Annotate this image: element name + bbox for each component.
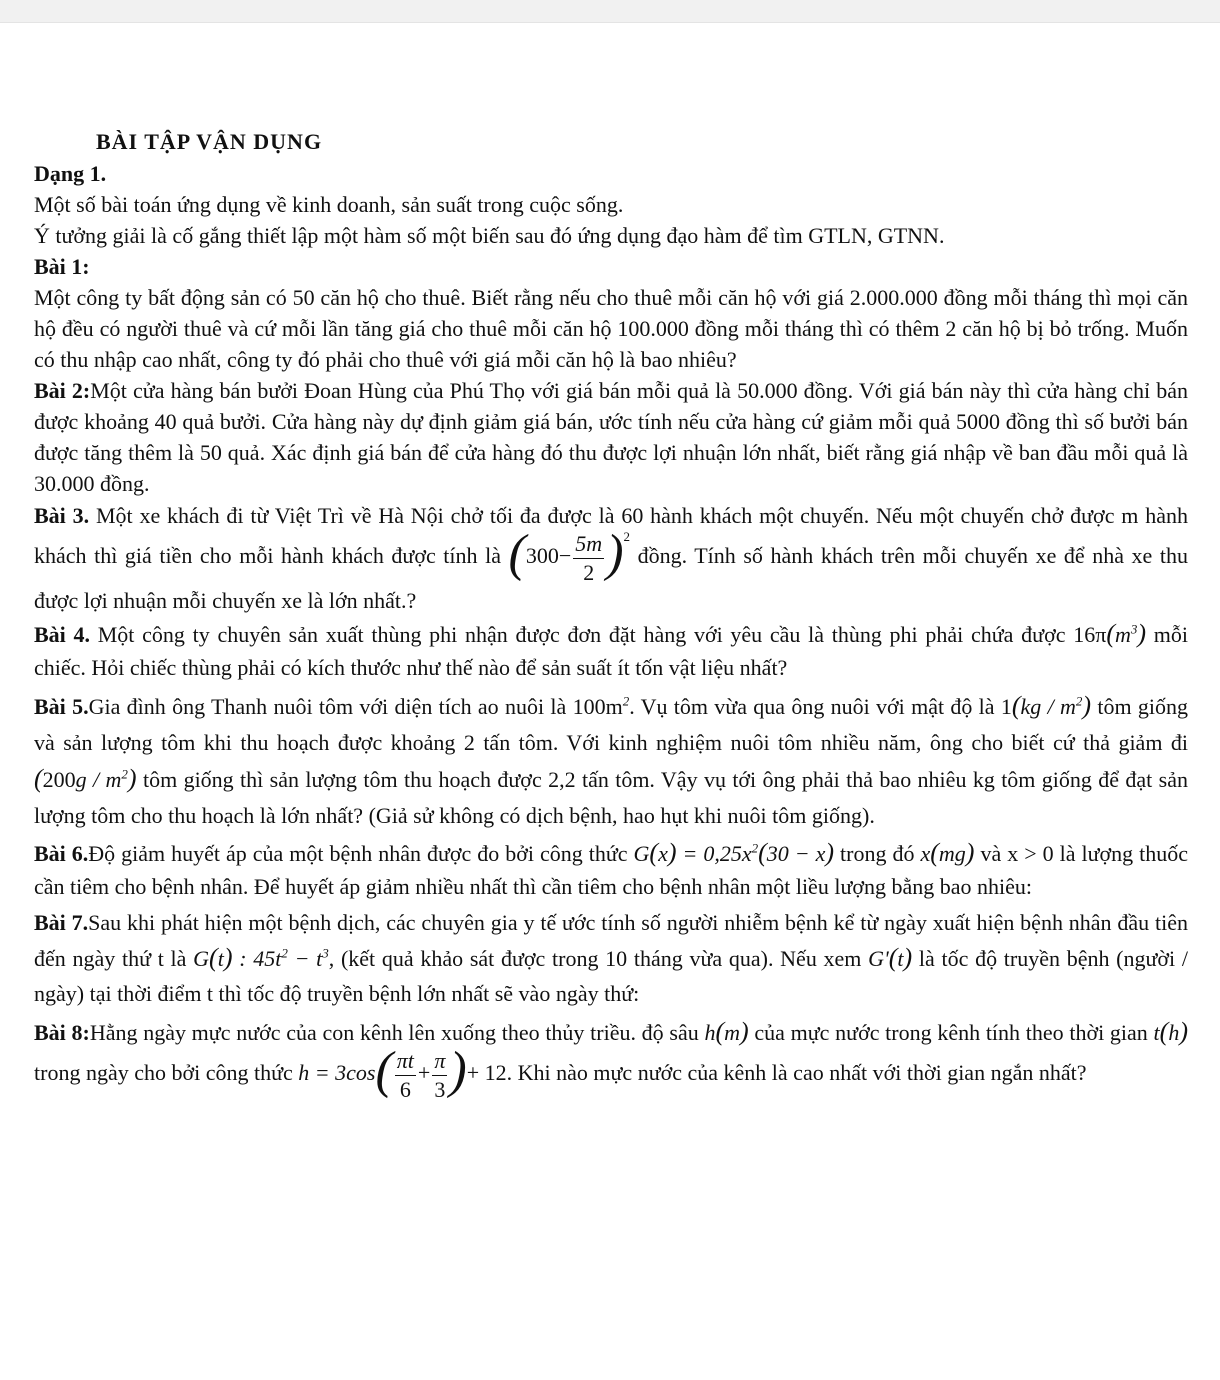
exercise-6-label: Bài 6.	[34, 841, 89, 866]
paren-open-3: (	[930, 838, 939, 867]
density-unit: kg / m	[1020, 694, 1076, 719]
exercise-8-formula	[298, 1042, 507, 1102]
exercise-7-formula	[193, 943, 329, 972]
exercise-6	[34, 836, 1188, 903]
top-strip	[0, 0, 1220, 22]
exercise-3-text-a: Một xe khách đi từ Việt Trì về Hà Nội chở tối đa được là 60 hành khách một chuyến. Nếu một chuyến chở được m hành khách thì giá tiền cho mỗi hành khách được tính là	[34, 503, 1188, 569]
exercise-6-text-c: và	[974, 841, 1008, 866]
paren-open: (	[715, 1017, 725, 1046]
exercise-7	[34, 905, 1188, 1011]
reduce-exponent: 2	[121, 766, 128, 782]
var-hour: h	[1168, 1020, 1180, 1045]
exercise-5-density	[1000, 691, 1092, 720]
exercise-2-label: Bài 2:	[34, 378, 91, 403]
formula-x: x	[658, 841, 668, 866]
fraction-2-denominator: 3	[434, 1076, 446, 1102]
paren-open: (	[1106, 619, 1115, 648]
paren-close: )	[223, 943, 233, 972]
exercise-5-label: Bài 5.	[34, 694, 89, 719]
exercise-5-reduce	[34, 764, 137, 793]
exercise-3-text-b: đồng. Tính số hành khách trên mỗi chuyến xe để nhà xe thu được lợi nhuận mỗi chuyến xe là lớn nhất.?	[34, 543, 1188, 613]
formula-300: 300	[525, 543, 559, 569]
paren-close-3: )	[965, 838, 975, 867]
exercise-8-time	[1153, 1017, 1188, 1046]
exercise-8-text-d: . Khi nào mực nước của kênh là cao nhất với thời gian ngắn nhất?	[506, 1060, 1087, 1086]
formula-exponent: 2	[751, 840, 759, 856]
exercise-5-text-b: . Vụ tôm vừa qua ông nuôi với mật độ là	[629, 694, 1001, 719]
exercise-6-text-d: là lượng thuốc cần tiêm cho bệnh nhân. Để huyết áp giảm nhiều nhất thì cần tiêm cho bệnh nhân một liều lượng bằng bao nhiêu:	[34, 841, 1188, 899]
exercise-5-area	[573, 694, 630, 719]
exercise-4-text-a: Một công ty chuyên sản xuất thùng phi nhận được đơn đặt hàng với yêu cầu là thùng phi phải chứa được	[90, 622, 1074, 647]
top-strip-divider	[0, 22, 1220, 23]
exercise-1-text: Một công ty bất động sản có 50 căn hộ cho thuê. Biết rằng nếu cho thuê mỗi căn hộ với giá 2.000.000 đồng mỗi tháng thì mọi căn hộ đều có người thuê và cứ mỗi lần tăng giá cho thuê mỗi căn hộ 100.000 đồng mỗi tháng thì có thêm 2 căn hộ bị bỏ trống. Muốn có thu nhập cao nhất, công ty đó phải cho thuê với giá mỗi căn hộ là bao nhiêu?	[34, 285, 1188, 372]
formula-minus: − t	[287, 946, 323, 971]
formula-exponent-1: 2	[281, 945, 288, 961]
exercise-8-text-c: trong ngày cho bởi công thức	[34, 1060, 299, 1086]
formula-volume: 16π	[1073, 622, 1107, 647]
formula-tail: + 12	[466, 1060, 507, 1086]
paren-close-2: )	[1179, 1017, 1188, 1046]
fraction-1	[395, 1047, 416, 1102]
formula-rest: 30 − x	[766, 841, 826, 866]
derivative-t: t	[897, 946, 904, 971]
density-exponent: 2	[1075, 693, 1083, 709]
derivative-g: G'	[868, 946, 889, 971]
big-paren-open: (	[375, 1042, 393, 1099]
exercise-7-text-b: , (kết quả khảo sát được trong 10 tháng vừa qua). Nếu xem	[328, 946, 869, 971]
exercise-1-label: Bài 1:	[34, 254, 90, 279]
paren-open-2: (	[888, 943, 898, 972]
formula-body: : 45t	[232, 946, 282, 971]
fraction-1-denominator: 6	[399, 1076, 411, 1102]
exercise-4-label: Bài 4.	[34, 622, 91, 647]
exercise-7-label: Bài 7.	[34, 910, 89, 935]
exercise-7-text-c: là tốc độ truyền bệnh (người / ngày) tại thời điểm t thì tốc độ truyền bệnh lớn nhất sẽ vào ngày thứ:	[34, 946, 1188, 1006]
fraction-2-numerator: π	[432, 1050, 447, 1076]
exercise-8	[34, 1015, 1188, 1101]
formula-lhs: h = 3cos	[298, 1060, 376, 1086]
big-paren-close: )	[449, 1042, 467, 1099]
exercise-3	[34, 499, 1188, 617]
fraction-1-numerator: πt	[395, 1050, 416, 1076]
formula-g: G	[193, 946, 210, 971]
density-value: 1	[1000, 694, 1012, 719]
exercise-5	[34, 688, 1188, 834]
exercise-4-formula	[1073, 619, 1147, 648]
paren-close: )	[667, 838, 677, 867]
formula-eq: = 0,25x	[676, 841, 752, 866]
unit-exponent: 3	[1130, 621, 1138, 637]
exercise-8-text-b: của mực nước trong kênh tính theo thời gian	[748, 1020, 1154, 1045]
exercise-2-text: Một cửa hàng bán bưởi Đoan Hùng của Phú Thọ với giá bán mỗi quả là 50.000 đồng. Với giá bán này thì cửa hàng chỉ bán được khoảng 40 quả bưởi. Cửa hàng này dự định giảm giá bán, ước tính nếu cửa hàng cứ giảm mỗi quả 5000 đồng thì số bưởi bán được tăng thêm là 50 quả. Xác định giá bán để cửa hàng đó thu được lợi nhuận lớn nhất, biết rằng giá nhập về ban đầu mỗi quả là 30.000 đồng.	[34, 378, 1188, 496]
exercise-7-derivative	[868, 943, 913, 972]
exercise-5-text-c: tôm giống và sản lượng tôm khi thu hoạch được khoảng 2 tấn tôm. Với kinh nghiệm nuôi tôm nhiều năm, ông cho biết cứ thả giảm đi	[34, 694, 1189, 755]
exercise-3-label: Bài 3.	[34, 503, 90, 528]
section-intro-line-2: Ý tưởng giải là cố gắng thiết lập một hàm số một biến sau đó ứng dụng đạo hàm để tìm GTLN, GTNN.	[34, 223, 945, 248]
page-title: BÀI TẬP VẬN DỤNG	[96, 129, 323, 154]
exercise-8-depth	[704, 1017, 749, 1046]
section-heading: Dạng 1.	[34, 161, 107, 186]
paren-close-2: )	[825, 838, 835, 867]
exercise-6-formula	[633, 838, 835, 867]
var-h: h	[704, 1020, 716, 1045]
fraction-2	[432, 1047, 447, 1102]
paren-open: (	[1011, 691, 1021, 720]
exercise-2	[34, 375, 1188, 499]
fraction-denominator: 2	[583, 559, 595, 585]
var-m: m	[724, 1020, 740, 1045]
var-t: t	[1153, 1020, 1160, 1045]
paren-open-2: (	[1159, 1017, 1169, 1046]
paren-open: (	[649, 838, 659, 867]
formula-plus: +	[417, 1060, 431, 1086]
area-exponent: 2	[622, 693, 630, 709]
exercise-3-formula	[508, 525, 631, 585]
formula-exponent: 2	[623, 528, 631, 544]
exercise-6-text-a: Độ giảm huyết áp của một bệnh nhân được đo bởi công thức	[88, 841, 634, 866]
paren-close: )	[127, 764, 137, 793]
reduce-value: 200	[42, 767, 76, 792]
paren-close-2: )	[903, 943, 913, 972]
var-unit: mg	[938, 841, 966, 866]
paren-close: )	[740, 1017, 749, 1046]
exercise-4-text-b: mỗi chiếc. Hỏi chiếc thùng phải có kích thước như thế nào để sản suất ít tốn vật liệu nhất?	[34, 622, 1188, 680]
document-page	[34, 126, 1188, 1101]
exercise-7-text-a: Sau khi phát hiện một bệnh dịch, các chuyên gia y tế ước tính số người nhiễm bệnh kể từ ngày xuất hiện bệnh nhân đầu tiên đến ngày thứ t là	[34, 910, 1188, 971]
formula-fraction	[573, 530, 604, 585]
paren-open: (	[209, 943, 218, 972]
unit-m: m	[1114, 622, 1131, 647]
reduce-unit: g / m	[75, 767, 122, 792]
exercise-6-var	[920, 838, 975, 867]
formula-t: t	[217, 946, 224, 971]
exercise-6-condition: x > 0	[1007, 841, 1054, 866]
paren-open-2: (	[758, 838, 767, 867]
formula-minus: −	[558, 543, 572, 569]
paren-close: )	[606, 525, 624, 582]
exercise-4	[34, 617, 1188, 684]
exercise-8-text-a: Hằng ngày mực nước của con kênh lên xuống theo thủy triều. độ sâu	[89, 1020, 705, 1045]
var-x: x	[920, 841, 931, 866]
paren-close: )	[1137, 619, 1147, 648]
paren-close: )	[1082, 691, 1092, 720]
exercise-8-label: Bài 8:	[34, 1020, 90, 1045]
paren-open: (	[34, 764, 43, 793]
formula-exponent-2: 3	[322, 945, 329, 961]
formula-g: G	[633, 841, 650, 866]
area-value: 100m	[572, 694, 623, 719]
exercise-5-text-a: Gia đình ông Thanh nuôi tôm với diện tích ao nuôi là	[88, 694, 573, 719]
exercise-5-text-d: tôm giống thì sản lượng tôm thu hoạch được 2,2 tấn tôm. Vậy vụ tới ông phải thả bao nhiêu kg tôm giống để đạt sản lượng tôm cho thu hoạch là lớn nhất? (Giả sử không có dịch bệnh, hao hụt khi nuôi tôm giống).	[34, 767, 1188, 828]
section-intro-line-1: Một số bài toán ứng dụng về kinh doanh, sản suất trong cuộc sống.	[34, 192, 624, 217]
fraction-numerator: 5m	[573, 533, 604, 559]
paren-open: (	[508, 525, 526, 582]
exercise-6-text-b: trong đó	[834, 841, 921, 866]
